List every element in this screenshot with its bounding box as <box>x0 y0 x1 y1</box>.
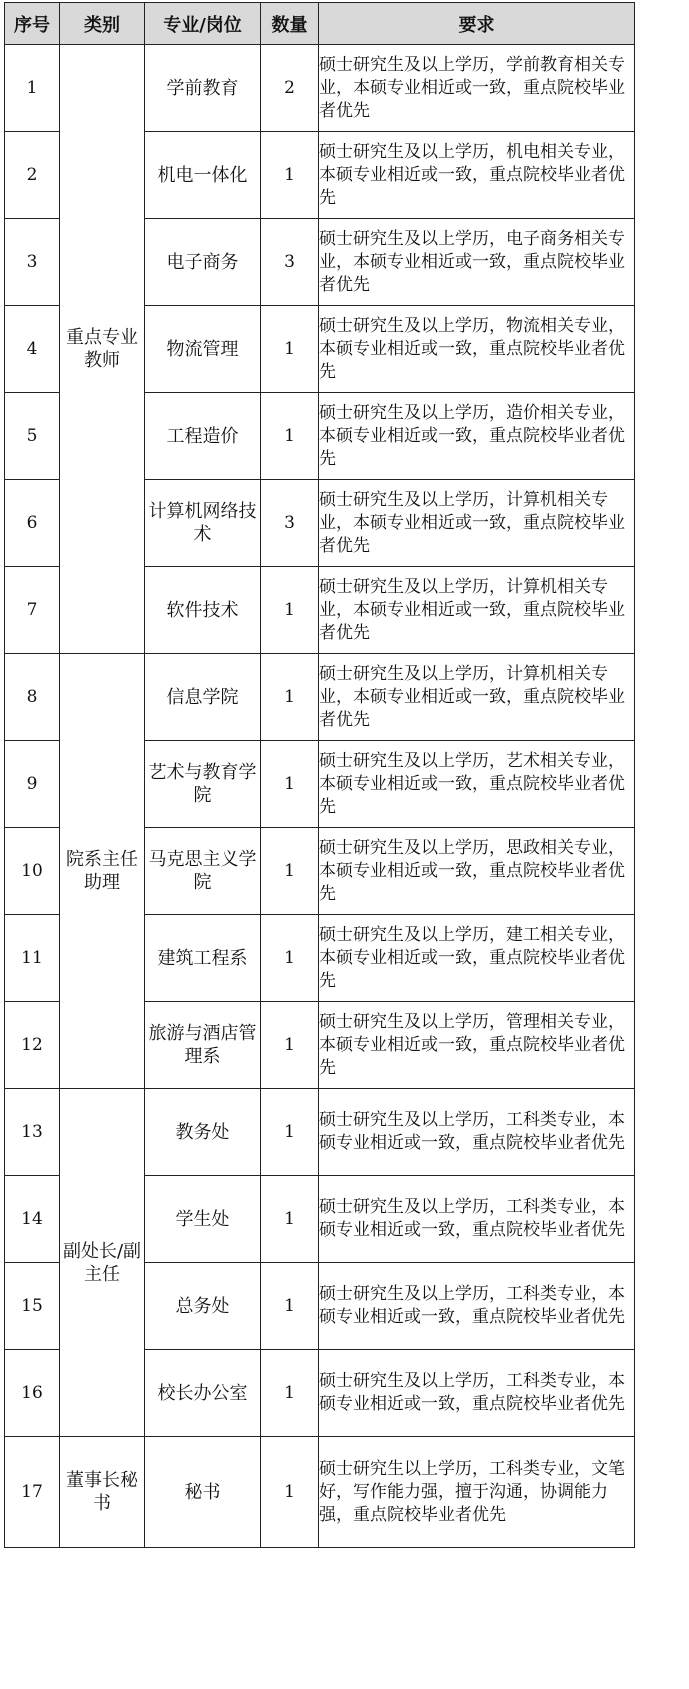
row-requirement: 硕士研究生及以上学历，电子商务相关专业，本硕专业相近或一致，重点院校毕业者优先 <box>319 219 635 306</box>
row-count: 1 <box>261 654 319 741</box>
row-seq: 17 <box>5 1437 60 1548</box>
row-category: 重点专业教师 <box>60 45 145 654</box>
row-requirement: 硕士研究生及以上学历，计算机相关专业，本硕专业相近或一致，重点院校毕业者优先 <box>319 480 635 567</box>
row-major: 教务处 <box>145 1089 261 1176</box>
row-count: 1 <box>261 132 319 219</box>
table-row <box>5 1437 635 1548</box>
row-seq: 15 <box>5 1263 60 1350</box>
row-major: 马克思主义学院 <box>145 828 261 915</box>
header-seq: 序号 <box>5 3 60 45</box>
row-seq: 16 <box>5 1350 60 1437</box>
header-major: 专业/岗位 <box>145 3 261 45</box>
row-major: 旅游与酒店管理系 <box>145 1002 261 1089</box>
row-count: 1 <box>261 306 319 393</box>
row-count: 1 <box>261 393 319 480</box>
row-count: 3 <box>261 480 319 567</box>
row-requirement: 硕士研究生及以上学历，机电相关专业，本硕专业相近或一致，重点院校毕业者优先 <box>319 132 635 219</box>
row-category: 院系主任助理 <box>60 654 145 1089</box>
row-requirement: 硕士研究生及以上学历，工科类专业，本硕专业相近或一致，重点院校毕业者优先 <box>319 1263 635 1350</box>
row-requirement: 硕士研究生及以上学历，管理相关专业，本硕专业相近或一致，重点院校毕业者优先 <box>319 1002 635 1089</box>
row-major: 建筑工程系 <box>145 915 261 1002</box>
row-count: 1 <box>261 828 319 915</box>
row-seq: 4 <box>5 306 60 393</box>
row-requirement: 硕士研究生及以上学历，建工相关专业，本硕专业相近或一致，重点院校毕业者优先 <box>319 915 635 1002</box>
table-row <box>5 654 635 741</box>
row-requirement: 硕士研究生及以上学历，工科类专业，本硕专业相近或一致，重点院校毕业者优先 <box>319 1176 635 1263</box>
row-seq: 8 <box>5 654 60 741</box>
row-seq: 2 <box>5 132 60 219</box>
table-body <box>5 45 635 1548</box>
row-count: 1 <box>261 567 319 654</box>
row-count: 1 <box>261 1002 319 1089</box>
row-count: 3 <box>261 219 319 306</box>
row-requirement: 硕士研究生及以上学历，艺术相关专业，本硕专业相近或一致，重点院校毕业者优先 <box>319 741 635 828</box>
row-requirement: 硕士研究生及以上学历，学前教育相关专业，本硕专业相近或一致，重点院校毕业者优先 <box>319 45 635 132</box>
table-header <box>5 3 635 45</box>
row-requirement: 硕士研究生及以上学历，物流相关专业，本硕专业相近或一致，重点院校毕业者优先 <box>319 306 635 393</box>
row-seq: 11 <box>5 915 60 1002</box>
row-count: 1 <box>261 741 319 828</box>
row-major: 计算机网络技术 <box>145 480 261 567</box>
header-row <box>5 3 635 45</box>
table-row <box>5 45 635 132</box>
row-major: 软件技术 <box>145 567 261 654</box>
row-seq: 7 <box>5 567 60 654</box>
row-seq: 5 <box>5 393 60 480</box>
row-requirement: 硕士研究生及以上学历，思政相关专业，本硕专业相近或一致，重点院校毕业者优先 <box>319 828 635 915</box>
row-count: 1 <box>261 1350 319 1437</box>
row-major: 工程造价 <box>145 393 261 480</box>
row-major: 物流管理 <box>145 306 261 393</box>
row-major: 信息学院 <box>145 654 261 741</box>
recruitment-table <box>4 2 635 1548</box>
row-requirement: 硕士研究生及以上学历，工科类专业，本硕专业相近或一致，重点院校毕业者优先 <box>319 1350 635 1437</box>
row-requirement: 硕士研究生及以上学历，计算机相关专业，本硕专业相近或一致，重点院校毕业者优先 <box>319 567 635 654</box>
row-count: 1 <box>261 1263 319 1350</box>
row-major: 艺术与教育学院 <box>145 741 261 828</box>
row-requirement: 硕士研究生及以上学历，工科类专业，本硕专业相近或一致，重点院校毕业者优先 <box>319 1089 635 1176</box>
row-count: 1 <box>261 1176 319 1263</box>
header-requirement: 要求 <box>319 3 635 45</box>
row-major: 秘书 <box>145 1437 261 1548</box>
header-category: 类别 <box>60 3 145 45</box>
table-row <box>5 1089 635 1176</box>
row-count: 1 <box>261 1089 319 1176</box>
row-seq: 1 <box>5 45 60 132</box>
row-seq: 12 <box>5 1002 60 1089</box>
row-major: 机电一体化 <box>145 132 261 219</box>
row-major: 电子商务 <box>145 219 261 306</box>
row-seq: 14 <box>5 1176 60 1263</box>
row-count: 1 <box>261 1437 319 1548</box>
row-seq: 13 <box>5 1089 60 1176</box>
row-seq: 3 <box>5 219 60 306</box>
row-requirement: 硕士研究生及以上学历，计算机相关专业，本硕专业相近或一致，重点院校毕业者优先 <box>319 654 635 741</box>
row-requirement: 硕士研究生及以上学历，造价相关专业，本硕专业相近或一致，重点院校毕业者优先 <box>319 393 635 480</box>
row-category: 董事长秘书 <box>60 1437 145 1548</box>
row-major: 学生处 <box>145 1176 261 1263</box>
row-requirement: 硕士研究生以上学历，工科类专业，文笔好，写作能力强，擅于沟通，协调能力强，重点院校毕业者优先 <box>319 1437 635 1548</box>
row-major: 总务处 <box>145 1263 261 1350</box>
row-seq: 6 <box>5 480 60 567</box>
row-major: 学前教育 <box>145 45 261 132</box>
header-count: 数量 <box>261 3 319 45</box>
row-major: 校长办公室 <box>145 1350 261 1437</box>
row-seq: 10 <box>5 828 60 915</box>
row-count: 1 <box>261 915 319 1002</box>
row-count: 2 <box>261 45 319 132</box>
row-seq: 9 <box>5 741 60 828</box>
row-category: 副处长/副主任 <box>60 1089 145 1437</box>
